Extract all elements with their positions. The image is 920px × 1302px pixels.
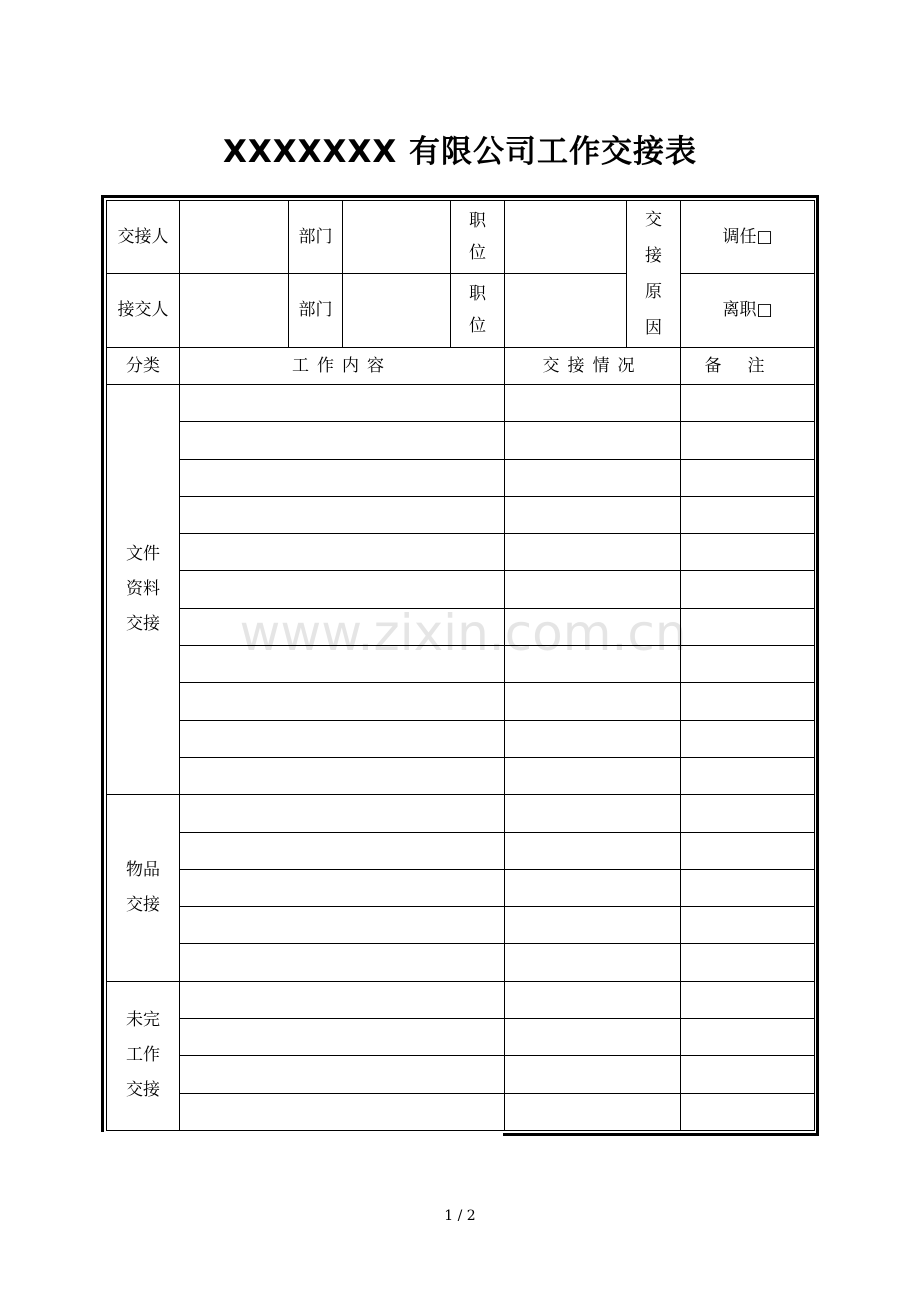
table-row — [107, 1019, 815, 1056]
table-row — [107, 832, 815, 869]
handover-person-label: 交接人 — [107, 201, 180, 274]
frame-right-border — [816, 195, 819, 1136]
handover-status-cell[interactable] — [505, 534, 681, 571]
work-content-cell[interactable] — [180, 683, 505, 720]
handover-reason-label — [627, 201, 681, 348]
handover-status-cell[interactable] — [505, 496, 681, 533]
department-field[interactable] — [343, 201, 451, 274]
resignation-checkbox-option[interactable]: 离职□ — [681, 274, 815, 348]
section-label — [107, 795, 180, 981]
remarks-cell[interactable] — [681, 646, 815, 683]
handover-table — [106, 200, 815, 1131]
section-label — [107, 385, 180, 795]
section-label-line: 交接 — [126, 895, 160, 915]
department-label: 部门 — [289, 201, 343, 274]
section-label-line: 工作 — [126, 1045, 160, 1066]
section-label — [107, 981, 180, 1130]
handover-status-cell[interactable] — [505, 944, 681, 981]
handover-status-cell[interactable] — [505, 1093, 681, 1130]
handover-status-cell[interactable] — [505, 646, 681, 683]
position-char: 位 — [469, 316, 486, 336]
work-content-cell[interactable] — [180, 907, 505, 944]
work-content-cell[interactable] — [180, 1093, 505, 1130]
table-row — [107, 459, 815, 496]
position-field[interactable] — [505, 201, 627, 274]
remarks-cell[interactable] — [681, 1056, 815, 1093]
work-content-cell[interactable] — [180, 646, 505, 683]
table-row — [107, 720, 815, 757]
column-header-row — [107, 348, 815, 385]
work-content-cell[interactable] — [180, 757, 505, 794]
remarks-cell[interactable] — [681, 571, 815, 608]
work-content-cell[interactable] — [180, 608, 505, 645]
work-content-cell[interactable] — [180, 944, 505, 981]
receiver-person-field[interactable] — [180, 274, 289, 348]
table-row — [107, 981, 815, 1018]
handover-status-cell[interactable] — [505, 869, 681, 906]
work-content-cell[interactable] — [180, 571, 505, 608]
remarks-cell[interactable] — [681, 1019, 815, 1056]
position-label — [451, 274, 505, 348]
table-row — [107, 534, 815, 571]
frame-left-border — [101, 195, 104, 1132]
handover-status-header: 交接情况 — [505, 348, 681, 385]
table-row — [107, 683, 815, 720]
remarks-cell[interactable] — [681, 459, 815, 496]
reason-char: 因 — [645, 317, 662, 338]
work-content-cell[interactable] — [180, 720, 505, 757]
work-content-cell[interactable] — [180, 869, 505, 906]
section-label-line: 交接 — [126, 614, 160, 635]
table-row — [107, 795, 815, 832]
reason-char: 交 — [645, 209, 662, 230]
section-label-line: 文件 — [126, 544, 160, 565]
table-row — [107, 422, 815, 459]
section-label-line: 交接 — [126, 1080, 160, 1101]
handover-status-cell[interactable] — [505, 720, 681, 757]
handover-status-cell[interactable] — [505, 571, 681, 608]
work-content-cell[interactable] — [180, 832, 505, 869]
remarks-cell[interactable] — [681, 795, 815, 832]
remarks-header: 备注 — [681, 348, 815, 385]
handover-status-cell[interactable] — [505, 459, 681, 496]
department-label: 部门 — [289, 274, 343, 348]
frame-top-border — [101, 195, 819, 198]
remarks-cell[interactable] — [681, 869, 815, 906]
remarks-cell[interactable] — [681, 944, 815, 981]
handover-status-cell[interactable] — [505, 1019, 681, 1056]
position-char: 职 — [469, 210, 486, 231]
remarks-cell[interactable] — [681, 981, 815, 1018]
table-row — [107, 1093, 815, 1130]
receiver-person-label: 接交人 — [107, 274, 180, 348]
section-label-line: 未完 — [126, 1010, 160, 1031]
category-header: 分类 — [107, 348, 180, 385]
section-label-line: 物品 — [126, 860, 160, 880]
work-content-cell[interactable] — [180, 459, 505, 496]
remarks-cell[interactable] — [681, 907, 815, 944]
remarks-cell[interactable] — [681, 1093, 815, 1130]
handover-person-row — [107, 201, 815, 274]
remarks-cell[interactable] — [681, 720, 815, 757]
reason-char: 原 — [645, 281, 662, 302]
table-row — [107, 757, 815, 794]
transfer-checkbox-option[interactable]: 调任□ — [681, 201, 815, 274]
reason-char: 接 — [645, 245, 662, 266]
remarks-cell[interactable] — [681, 832, 815, 869]
handover-status-cell[interactable] — [505, 757, 681, 794]
table-row — [107, 907, 815, 944]
frame-bottom-border — [503, 1133, 819, 1136]
remarks-cell[interactable] — [681, 757, 815, 794]
work-content-cell[interactable] — [180, 534, 505, 571]
handover-status-cell[interactable] — [505, 1056, 681, 1093]
handover-status-cell[interactable] — [505, 385, 681, 422]
table-row — [107, 1056, 815, 1093]
handover-person-field[interactable] — [180, 201, 289, 274]
position-label — [451, 201, 505, 274]
department-field[interactable] — [343, 274, 451, 348]
section-label-line: 资料 — [126, 579, 160, 600]
receiver-person-row — [107, 274, 815, 348]
handover-status-cell[interactable] — [505, 981, 681, 1018]
table-row — [107, 571, 815, 608]
page-number: 1 / 2 — [444, 1208, 476, 1224]
remarks-cell[interactable] — [681, 496, 815, 533]
page-title: XXXXXXX 有限公司工作交接表 — [222, 134, 698, 170]
remarks-cell[interactable] — [681, 683, 815, 720]
work-content-cell[interactable] — [180, 422, 505, 459]
position-char: 位 — [469, 242, 486, 263]
handover-status-cell[interactable] — [505, 795, 681, 832]
position-field[interactable] — [505, 274, 627, 348]
remarks-cell[interactable] — [681, 608, 815, 645]
work-content-cell[interactable] — [180, 1056, 505, 1093]
work-content-cell[interactable] — [180, 496, 505, 533]
table-row — [107, 608, 815, 645]
work-content-header: 工作内容 — [180, 348, 505, 385]
remarks-cell[interactable] — [681, 534, 815, 571]
handover-status-cell[interactable] — [505, 832, 681, 869]
position-char: 职 — [469, 284, 486, 304]
table-row — [107, 869, 815, 906]
remarks-cell[interactable] — [681, 422, 815, 459]
watermark: www.zixin.com.cn — [239, 604, 687, 662]
table-row — [107, 944, 815, 981]
handover-status-cell[interactable] — [505, 683, 681, 720]
work-content-cell[interactable] — [180, 1019, 505, 1056]
work-content-cell[interactable] — [180, 385, 505, 422]
remarks-cell[interactable] — [681, 385, 815, 422]
table-row — [107, 496, 815, 533]
table-row — [107, 646, 815, 683]
work-content-cell[interactable] — [180, 981, 505, 1018]
work-content-cell[interactable] — [180, 795, 505, 832]
handover-status-cell[interactable] — [505, 608, 681, 645]
table-row — [107, 385, 815, 422]
handover-status-cell[interactable] — [505, 422, 681, 459]
handover-status-cell[interactable] — [505, 907, 681, 944]
